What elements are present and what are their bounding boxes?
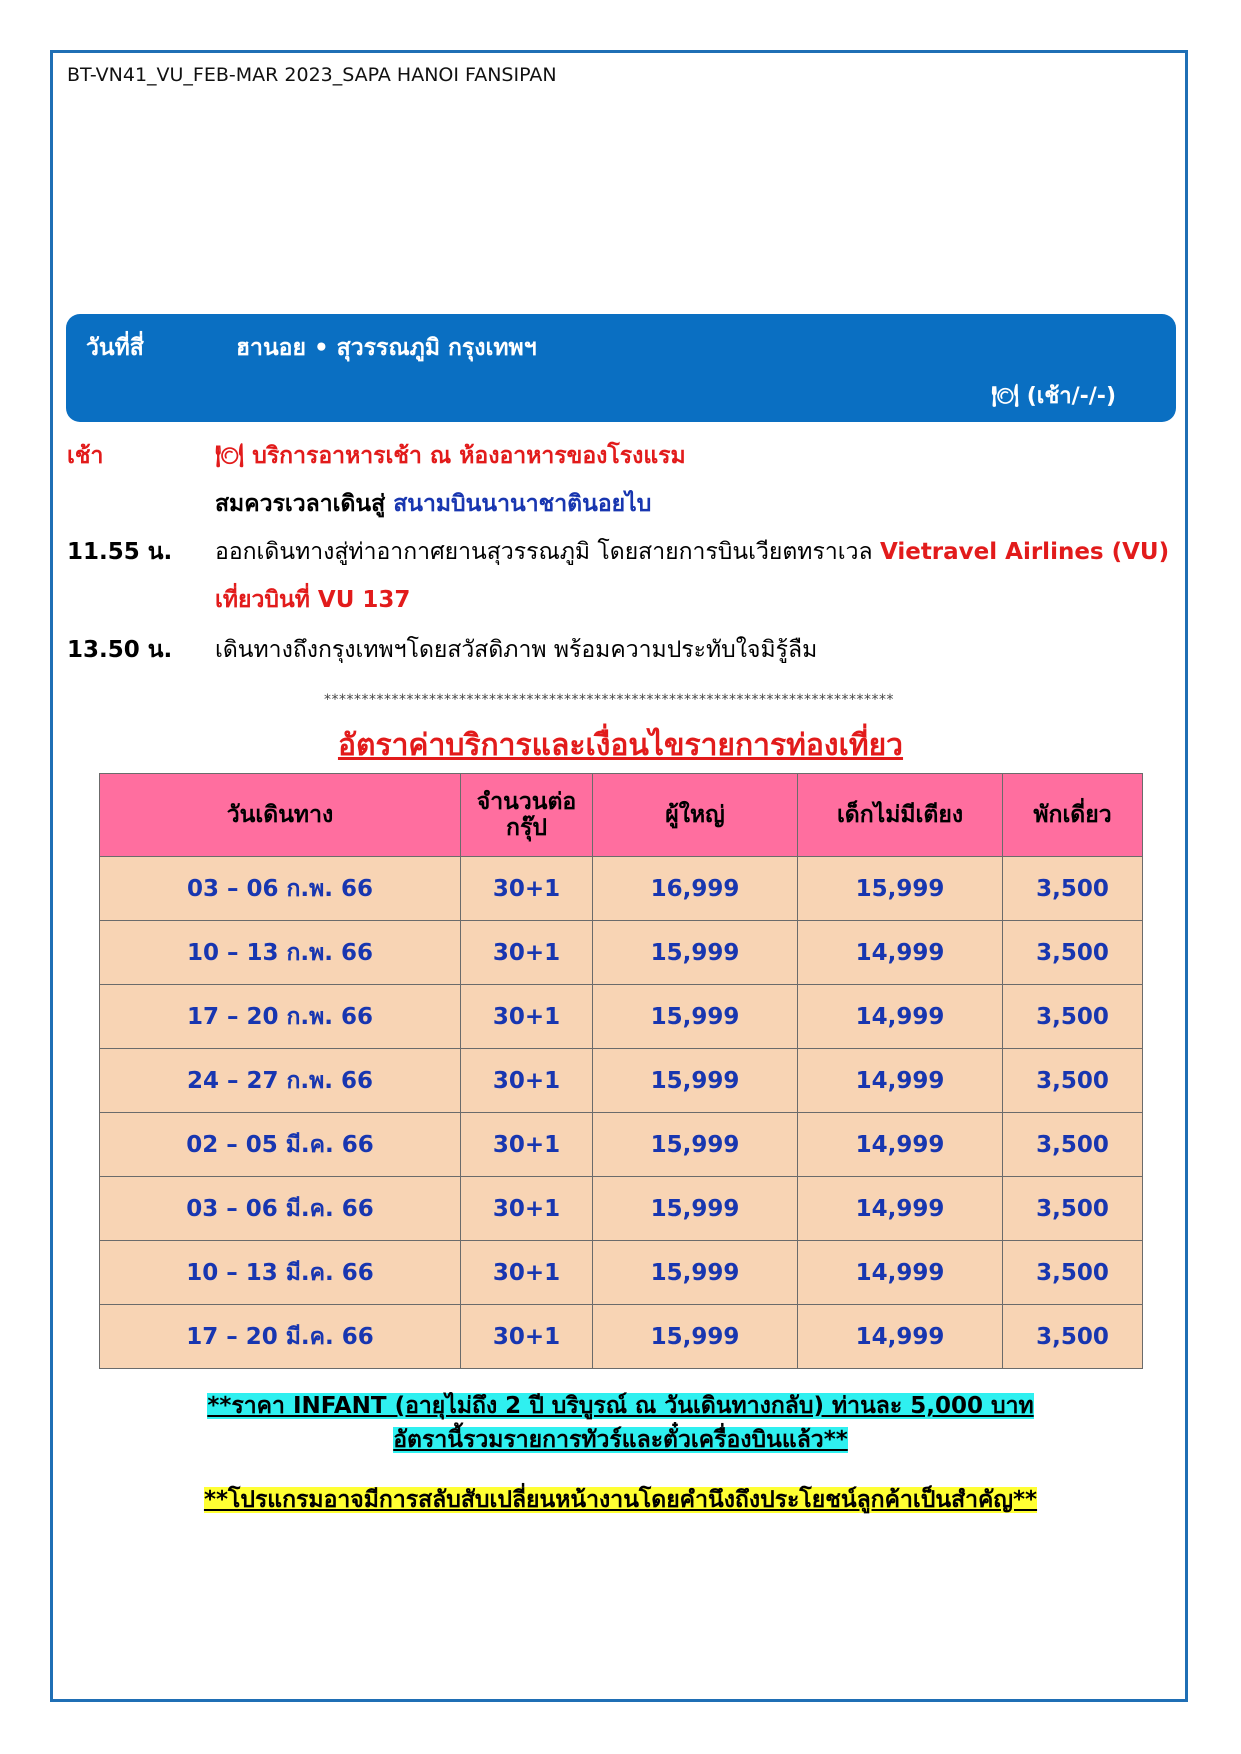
day-route: ฮานอย • สุวรรณภูมิ กรุงเทพฯ [236,335,537,361]
cell-adult: 15,999 [593,1049,798,1113]
cell-single: 3,500 [1003,1305,1143,1369]
cell-adult: 15,999 [593,1241,798,1305]
cell-single: 3,500 [1003,1113,1143,1177]
cell-date: 03 – 06 ก.พ. 66 [100,857,461,921]
cell-child: 14,999 [798,1049,1003,1113]
cell-adult: 15,999 [593,985,798,1049]
airline-name: Vietravel Airlines (VU) [879,539,1170,565]
cell-adult: 15,999 [593,1305,798,1369]
cell-child: 14,999 [798,1241,1003,1305]
table-row [100,985,1143,1049]
itinerary-text: ออกเดินทางสู่ท่าอากาศยานสุวรรณภูมิ โดยสายการบินเวียตทราเวล Vietravel Airlines (VU) [215,539,1170,565]
day-banner [66,314,1176,422]
cell-date: 10 – 13 ก.พ. 66 [100,921,461,985]
table-row [100,857,1143,921]
cell-date: 17 – 20 มี.ค. 66 [100,1305,461,1369]
day-meals [991,378,1116,413]
cell-date: 10 – 13 มี.ค. 66 [100,1241,461,1305]
column-header-single: พักเดี่ยว [1003,774,1143,857]
infant-price-note-2 [0,1422,1241,1458]
cell-date: 17 – 20 ก.พ. 66 [100,985,461,1049]
itinerary-time: เช้า [67,443,104,469]
infant-price-note [0,1388,1241,1424]
infant-note-line1: **ราคา INFANT (อายุไม่ถึง 2 ปี บริบูรณ์ ณ วันเดินทางกลับ) ท่านละ 5,000 บาท [207,1393,1034,1419]
infant-note-line2: อัตรานี้รวมรายการทัวร์และตั๋วเครื่องบินแล้ว** [393,1427,848,1453]
cell-group: 30+1 [461,921,593,985]
table-row [100,921,1143,985]
cell-child: 14,999 [798,1177,1003,1241]
cell-child: 14,999 [798,1113,1003,1177]
table-row [100,1305,1143,1369]
cell-child: 14,999 [798,985,1003,1049]
airport-name: สนามบินนานาชาตินอยไบ [393,491,652,517]
cell-single: 3,500 [1003,1049,1143,1113]
table-row [100,1177,1143,1241]
column-header-adult: ผู้ใหญ่ [593,774,798,857]
cell-adult: 15,999 [593,921,798,985]
table-row [100,1241,1143,1305]
program-note-text: **โปรแกรมอาจมีการสลับสับเปลี่ยนหน้างานโดยคำนึงถึงประโยชน์ลูกค้าเป็นสำคัญ** [203,1487,1038,1513]
cell-date: 24 – 27 ก.พ. 66 [100,1049,461,1113]
meal-summary: (เช้า/-/-) [1026,384,1116,409]
cell-single: 3,500 [1003,1177,1143,1241]
column-header-group: จำนวนต่อ กรุ๊ป [461,774,593,857]
meal-icon: 🍽 [215,443,245,469]
cell-single: 3,500 [1003,985,1143,1049]
cell-group: 30+1 [461,1241,593,1305]
itinerary-text: 🍽 บริการอาหารเช้า ณ ห้องอาหารของโรงแรม [215,443,686,469]
document-code: BT-VN41_VU_FEB-MAR 2023_SAPA HANOI FANSIPAN [67,64,557,86]
cell-child: 14,999 [798,921,1003,985]
cell-single: 3,500 [1003,1241,1143,1305]
cell-adult: 16,999 [593,857,798,921]
cell-child: 15,999 [798,857,1003,921]
cell-date: 02 – 05 มี.ค. 66 [100,1113,461,1177]
meal-icon: 🍽 [991,384,1020,409]
cell-group: 30+1 [461,1305,593,1369]
program-change-note [0,1482,1241,1518]
cell-adult: 15,999 [593,1113,798,1177]
cell-single: 3,500 [1003,857,1143,921]
cell-group: 30+1 [461,1049,593,1113]
itinerary-text: สมควรเวลาเดินสู่ สนามบินนานาชาตินอยไบ [215,491,652,517]
cell-group: 30+1 [461,1113,593,1177]
pricing-table [99,773,1143,1369]
cell-group: 30+1 [461,857,593,921]
cell-group: 30+1 [461,985,593,1049]
table-header-row [100,774,1143,857]
itinerary-time: 11.55 น. [67,539,173,565]
table-row [100,1049,1143,1113]
day-label: วันที่สี่ [86,335,144,361]
table-row [100,1113,1143,1177]
cell-date: 03 – 06 มี.ค. 66 [100,1177,461,1241]
pricing-title: อัตราค่าบริการและเงื่อนไขรายการท่องเที่ยว [337,728,904,763]
itinerary-text: เดินทางถึงกรุงเทพฯโดยสวัสดิภาพ พร้อมความประทับใจมิรู้ลืม [215,637,818,663]
cell-group: 30+1 [461,1177,593,1241]
cell-adult: 15,999 [593,1177,798,1241]
separator: **************************************************************************** [324,692,894,708]
cell-single: 3,500 [1003,921,1143,985]
flight-number: เที่ยวบินที่ VU 137 [215,587,411,613]
column-header-date: วันเดินทาง [100,774,461,857]
cell-child: 14,999 [798,1305,1003,1369]
column-header-child: เด็กไม่มีเตียง [798,774,1003,857]
itinerary-time: 13.50 น. [67,637,173,663]
